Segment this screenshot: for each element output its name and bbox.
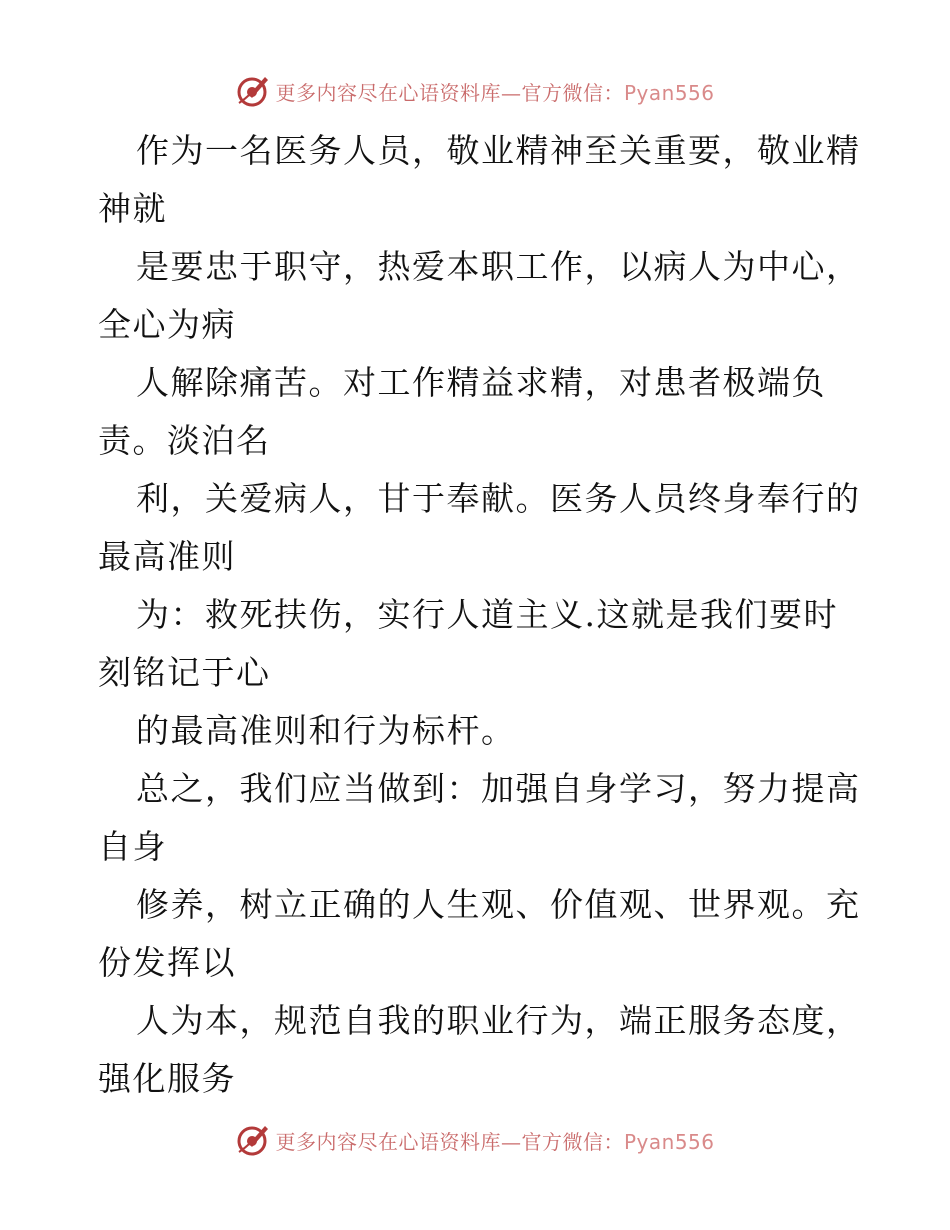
footer-banner-label: 更多内容尽在心语资料库—官方微信： (275, 1129, 624, 1154)
header-wechat-id: Pyan556 (623, 80, 715, 105)
text-line: 强化服务 (98, 1059, 236, 1098)
header-banner-text (275, 77, 714, 106)
text-line: 为：救死扶伤，实行人道主义.这就是我们要时 (136, 595, 838, 634)
text-line: 神就 (98, 189, 167, 228)
text-line: 利，关爱病人，甘于奉献。医务人员终身奉行的 (136, 479, 861, 518)
pen-logo-icon (235, 73, 271, 109)
footer-banner (0, 1120, 950, 1160)
text-line: 自身 (98, 827, 167, 866)
text-line: 是要忠于职守，热爱本职工作，以病人为中心， (136, 247, 861, 286)
pen-logo-icon (235, 1122, 271, 1158)
text-line: 全心为病 (98, 305, 236, 344)
text-line: 总之，我们应当做到：加强自身学习，努力提高 (136, 769, 861, 808)
header-banner (0, 71, 950, 111)
text-line: 人解除痛苦。对工作精益求精，对患者极端负 (136, 363, 826, 402)
text-line: 责。淡泊名 (98, 421, 271, 460)
text-line: 最高准则 (98, 537, 236, 576)
text-line: 的最高准则和行为标杆。 (136, 711, 516, 750)
footer-wechat-id: Pyan556 (623, 1129, 715, 1154)
text-line: 份发挥以 (98, 943, 236, 982)
paragraph (98, 122, 878, 760)
document-body (98, 122, 878, 1108)
text-line: 修养，树立正确的人生观、价值观、世界观。充 (136, 885, 861, 924)
footer-banner-text (275, 1126, 714, 1155)
text-line: 刻铭记于心 (98, 653, 271, 692)
text-line: 作为一名医务人员，敬业精神至关重要，敬业精 (136, 131, 861, 170)
text-line: 人为本，规范自我的职业行为，端正服务态度， (136, 1001, 861, 1040)
header-banner-label: 更多内容尽在心语资料库—官方微信： (275, 80, 624, 105)
paragraph (98, 760, 878, 1108)
